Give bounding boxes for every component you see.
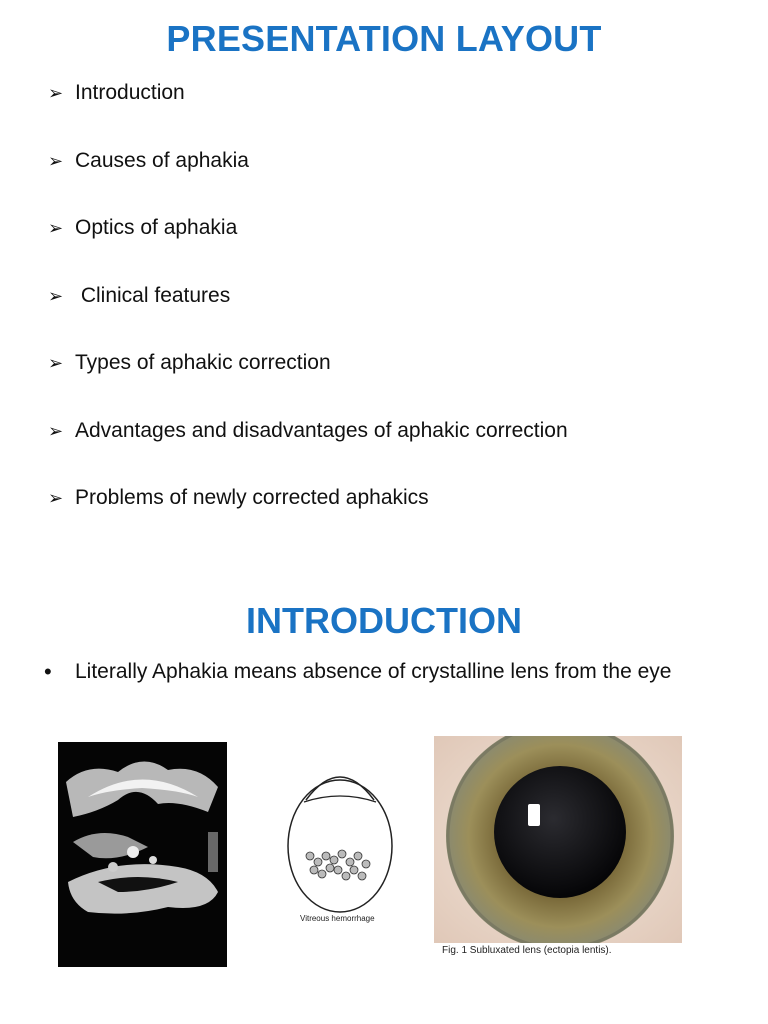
xray-lens-image bbox=[58, 742, 227, 967]
list-item-label: Problems of newly corrected aphakics bbox=[75, 486, 429, 509]
arrow-bullet-icon: ➢ bbox=[48, 353, 64, 373]
figure-caption: Fig. 1 Subluxated lens (ectopia lentis). bbox=[442, 945, 612, 956]
eye-photo bbox=[434, 736, 682, 943]
presentation-layout-title: PRESENTATION LAYOUT bbox=[166, 18, 602, 59]
list-item-label: Advantages and disadvantages of aphakic correction bbox=[75, 418, 568, 442]
arrow-bullet-icon: ➢ bbox=[48, 285, 64, 306]
list-item bbox=[48, 483, 568, 551]
list-item-label: Optics of aphakia bbox=[75, 216, 238, 239]
arrow-bullet-icon: ➢ bbox=[48, 488, 64, 508]
list-item-label: Introduction bbox=[75, 81, 185, 104]
arrow-bullet-icon: ➢ bbox=[48, 150, 64, 171]
intro-text: Literally Aphakia means absence of crystalline lens from the eye bbox=[75, 660, 672, 683]
arrow-bullet-icon: ➢ bbox=[48, 420, 64, 441]
bullet-dot-icon: • bbox=[44, 659, 52, 684]
list-item bbox=[48, 416, 568, 484]
layout-list bbox=[48, 78, 568, 551]
list-item bbox=[48, 348, 568, 416]
list-item bbox=[48, 213, 568, 281]
list-item-label: Causes of aphakia bbox=[75, 148, 249, 172]
eye-graphic bbox=[434, 736, 682, 943]
diagram-label: Vitreous hemorrhage bbox=[300, 914, 375, 923]
vitreous-hemorrhage-diagram bbox=[282, 760, 400, 930]
introduction-title: INTRODUCTION bbox=[246, 600, 522, 641]
list-item-label: Types of aphakic correction bbox=[75, 351, 331, 374]
eye-outline-graphic bbox=[282, 760, 400, 930]
list-item bbox=[48, 78, 568, 146]
intro-bullet bbox=[44, 656, 724, 687]
arrow-bullet-icon: ➢ bbox=[48, 83, 64, 103]
arrow-bullet-icon: ➢ bbox=[48, 218, 64, 238]
list-item bbox=[48, 281, 568, 349]
xray-graphic bbox=[58, 742, 227, 967]
list-item bbox=[48, 146, 568, 214]
list-item-label: Clinical features bbox=[75, 283, 231, 307]
